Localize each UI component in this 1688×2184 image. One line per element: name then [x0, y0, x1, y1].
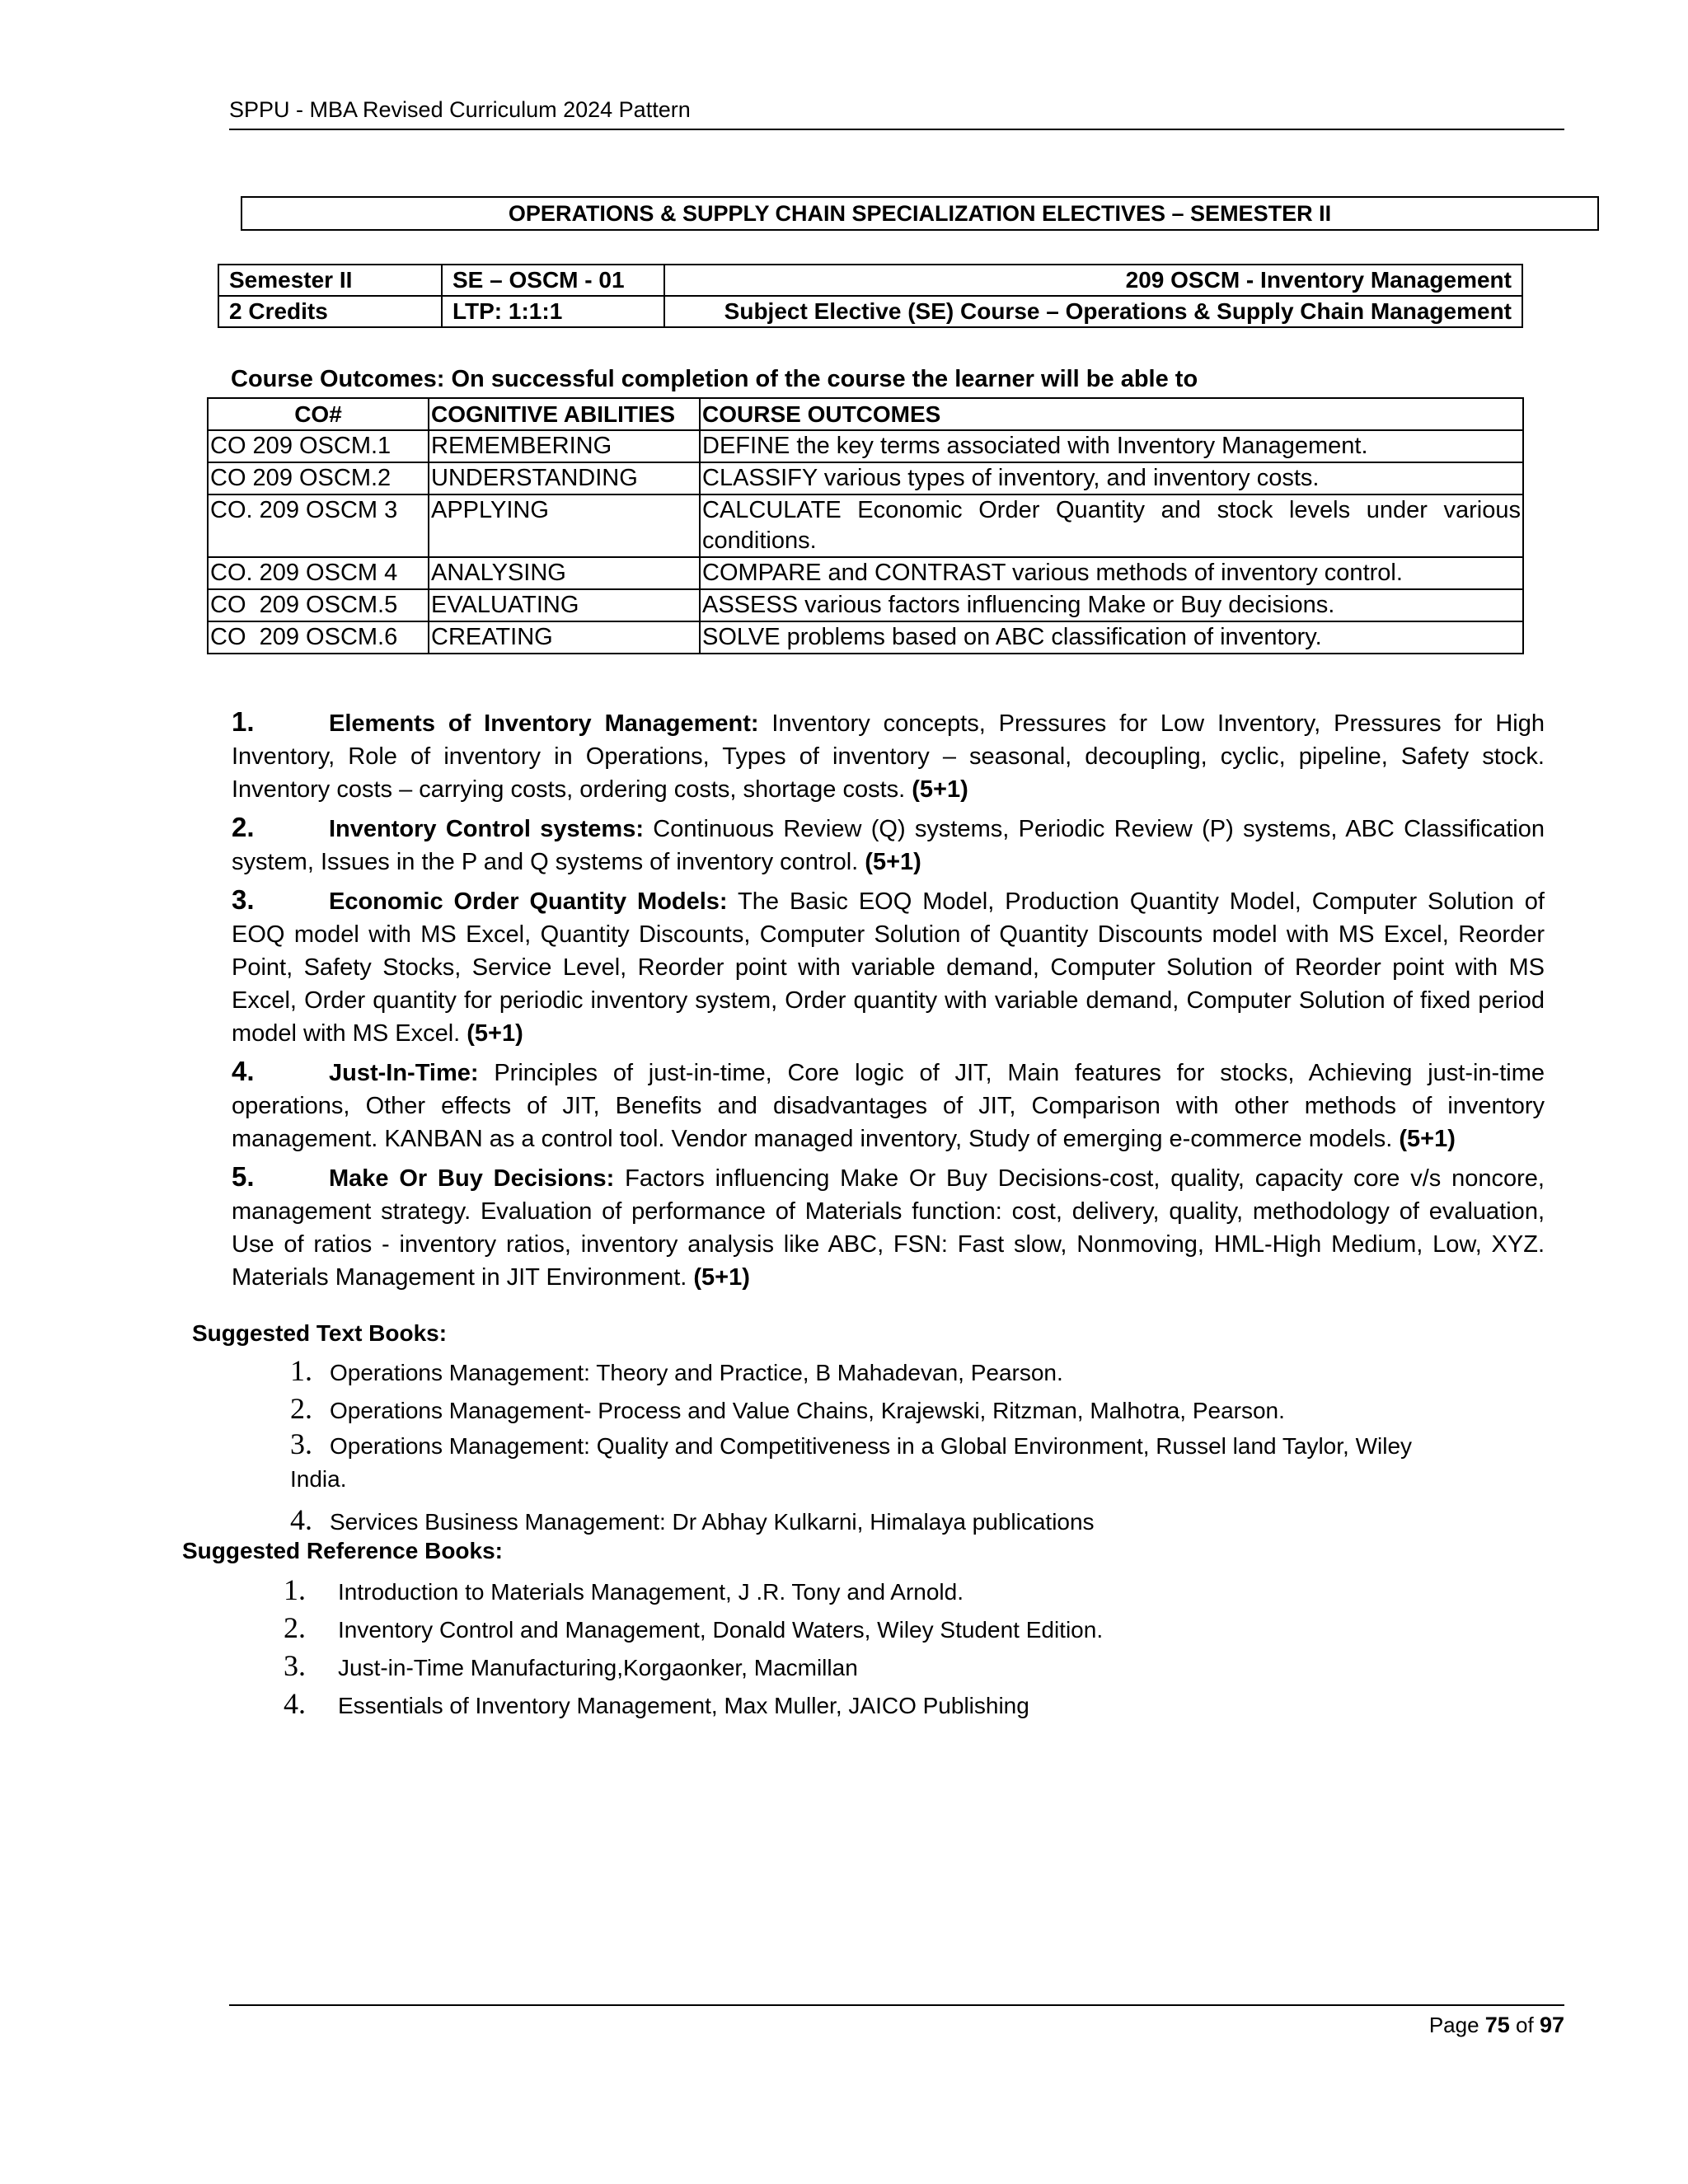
- unit-title: Elements of Inventory Management:: [329, 710, 759, 737]
- book-text: Just-in-Time Manufacturing,Korgaonker, Macmillan: [338, 1655, 858, 1680]
- outcome-cell: DEFINE the key terms associated with Inventory Management.: [700, 430, 1523, 462]
- unit-hours: (5+1): [1399, 1126, 1456, 1152]
- section-title: OPERATIONS & SUPPLY CHAIN SPECIALIZATION ELECTIVES – SEMESTER II: [241, 196, 1599, 231]
- ability-cell: CREATING: [429, 621, 700, 654]
- course-info-row: [218, 296, 1522, 327]
- course-info-table: [218, 264, 1523, 328]
- table-row: [208, 494, 1523, 557]
- co-cell: CO 209 OSCM.5: [208, 589, 429, 621]
- unit-number: 4.: [232, 1056, 255, 1086]
- list-item: [284, 1609, 1103, 1647]
- book-text: Services Business Management: Dr Abhay Kulkarni, Himalaya publications: [330, 1509, 1095, 1535]
- unit-hours: (5+1): [865, 849, 921, 875]
- book-number: 4.: [290, 1503, 312, 1536]
- reference-books-list: [284, 1571, 1103, 1722]
- outcomes-header-row: [208, 398, 1523, 430]
- book-text: Inventory Control and Management, Donald Waters, Wiley Student Edition.: [338, 1617, 1104, 1643]
- ltp-cell: LTP: 1:1:1: [442, 296, 664, 327]
- page-number: [1429, 2013, 1564, 2038]
- syllabus-unit: [232, 811, 1545, 879]
- co-cell: CO. 209 OSCM 4: [208, 557, 429, 589]
- semester-cell: Semester II: [218, 265, 442, 296]
- book-text: Introduction to Materials Management, J .R. Tony and Arnold.: [338, 1579, 964, 1605]
- list-item: [284, 1647, 1103, 1685]
- unit-number: 1.: [232, 706, 255, 737]
- co-cell: CO 209 OSCM.6: [208, 621, 429, 654]
- book-number: 3.: [284, 1649, 306, 1682]
- co-cell: CO 209 OSCM.2: [208, 462, 429, 494]
- ability-cell: EVALUATING: [429, 589, 700, 621]
- book-text: Operations Management- Process and Value Chains, Krajewski, Ritzman, Malhotra, Pearson.: [330, 1398, 1285, 1423]
- outcome-cell: CALCULATE Economic Order Quantity and stock levels under various conditions.: [700, 494, 1523, 557]
- list-item: [284, 1685, 1103, 1722]
- table-row: [208, 430, 1523, 462]
- column-header-outcome: COURSE OUTCOMES: [700, 398, 1523, 430]
- co-cell: CO. 209 OSCM 3: [208, 494, 429, 557]
- column-header-ability: COGNITIVE ABILITIES: [429, 398, 700, 430]
- table-row: [208, 589, 1523, 621]
- ability-cell: ANALYSING: [429, 557, 700, 589]
- outcome-cell: CLASSIFY various types of inventory, and inventory costs.: [700, 462, 1523, 494]
- unit-body: Principles of just-in-time, Core logic of JIT, Main features for stocks, Achieving just-in-time operations, Other effects of JIT, Benefits and disadvantages of JIT, Comparison with other methods of inventory management. KANBAN as a control tool. Vendor managed inventory, Study of emerging e-commerce models.: [232, 1060, 1545, 1152]
- co-cell: CO 209 OSCM.1: [208, 430, 429, 462]
- course-title-cell: 209 OSCM - Inventory Management: [664, 265, 1522, 296]
- book-number: 4.: [284, 1687, 306, 1720]
- book-number: 3.: [290, 1427, 312, 1460]
- course-info-row: [218, 265, 1522, 296]
- syllabus-units: [232, 705, 1545, 1299]
- unit-body: The Basic EOQ Model, Production Quantity Model, Computer Solution of EOQ model with MS Excel, Quantity Discounts, Computer Solution of Quantity Discounts model with MS Excel, Reorder Point, Safety Stocks, Service Level, Reorder point with variable demand, Computer Solution of Reorder point with MS Excel, Order quantity for periodic inventory system, Order quantity with variable demand, Computer Solution of fixed period model with MS Excel.: [232, 888, 1545, 1047]
- syllabus-unit: [232, 883, 1545, 1050]
- course-code-cell: SE – OSCM - 01: [442, 265, 664, 296]
- unit-hours: (5+1): [693, 1264, 750, 1291]
- list-item: [290, 1427, 1444, 1496]
- unit-title: Inventory Control systems:: [329, 816, 644, 842]
- reference-books-heading: Suggested Reference Books:: [182, 1538, 503, 1563]
- book-text: Essentials of Inventory Management, Max Muller, JAICO Publishing: [338, 1693, 1029, 1718]
- table-row: [208, 557, 1523, 589]
- syllabus-unit: [232, 1055, 1545, 1155]
- course-outcomes-table: [207, 397, 1524, 654]
- outcome-cell: SOLVE problems based on ABC classification of inventory.: [700, 621, 1523, 654]
- book-text: Operations Management: Quality and Competitiveness in a Global Environment, Russel land Taylor, Wiley India.: [290, 1433, 1413, 1492]
- unit-hours: (5+1): [912, 776, 968, 803]
- unit-body: Inventory concepts, Pressures for Low Inventory, Pressures for High Inventory, Role of inventory in Operations, Types of inventory – seasonal, decoupling, cyclic, pipeline, Safety stock. Inventory costs – carrying costs, ordering costs, shortage costs.: [232, 710, 1545, 803]
- table-row: [208, 621, 1523, 654]
- list-item: [290, 1501, 1444, 1539]
- page-of-label: of: [1509, 2013, 1540, 2037]
- unit-number: 5.: [232, 1161, 255, 1192]
- syllabus-unit: [232, 705, 1545, 806]
- course-type-cell: Subject Elective (SE) Course – Operations & Supply Chain Management: [664, 296, 1522, 327]
- book-number: 1.: [284, 1573, 306, 1606]
- current-page: 75: [1484, 2013, 1510, 2037]
- outcome-cell: COMPARE and CONTRAST various methods of inventory control.: [700, 557, 1523, 589]
- list-item: [290, 1352, 1444, 1390]
- list-item: [290, 1390, 1444, 1427]
- book-number: 1.: [290, 1354, 312, 1387]
- credits-cell: 2 Credits: [218, 296, 442, 327]
- unit-body: Factors influencing Make Or Buy Decisions-cost, quality, capacity core v/s noncore, management strategy. Evaluation of performance of Materials function: cost, delivery, quality, methodology of evaluation, Use of ratios - inventory ratios, inventory analysis like ABC, FSN: Fast slow, Nonmoving, HML-High Medium, Low, XYZ. Materials Management in JIT Environment.: [232, 1165, 1545, 1291]
- ability-cell: REMEMBERING: [429, 430, 700, 462]
- unit-body: Continuous Review (Q) systems, Periodic Review (P) systems, ABC Classification system, Issues in the P and Q systems of inventory control.: [232, 816, 1545, 875]
- ability-cell: APPLYING: [429, 494, 700, 557]
- unit-title: Just-In-Time:: [329, 1060, 479, 1086]
- column-header-co: CO#: [208, 398, 429, 430]
- book-number: 2.: [284, 1611, 306, 1644]
- table-row: [208, 462, 1523, 494]
- outcome-cell: ASSESS various factors influencing Make or Buy decisions.: [700, 589, 1523, 621]
- text-books-list: [290, 1352, 1444, 1539]
- book-number: 2.: [290, 1392, 312, 1425]
- outcomes-heading: Course Outcomes: On successful completion of the course the learner will be able to: [231, 366, 1198, 392]
- page-label: Page: [1428, 2013, 1485, 2037]
- ability-cell: UNDERSTANDING: [429, 462, 700, 494]
- book-text: Operations Management: Theory and Practice, B Mahadevan, Pearson.: [330, 1360, 1063, 1385]
- text-books-heading: Suggested Text Books:: [192, 1320, 448, 1346]
- total-pages: 97: [1539, 2013, 1564, 2037]
- syllabus-unit: [232, 1160, 1545, 1294]
- footer-divider: [229, 2004, 1564, 2006]
- unit-hours: (5+1): [467, 1020, 523, 1047]
- unit-title: Economic Order Quantity Models:: [329, 888, 728, 915]
- unit-number: 2.: [232, 812, 255, 842]
- header-divider: [229, 129, 1564, 130]
- list-item: [284, 1571, 1103, 1609]
- unit-number: 3.: [232, 884, 255, 915]
- unit-title: Make Or Buy Decisions:: [329, 1165, 615, 1192]
- page-header: SPPU - MBA Revised Curriculum 2024 Pattern: [229, 97, 691, 122]
